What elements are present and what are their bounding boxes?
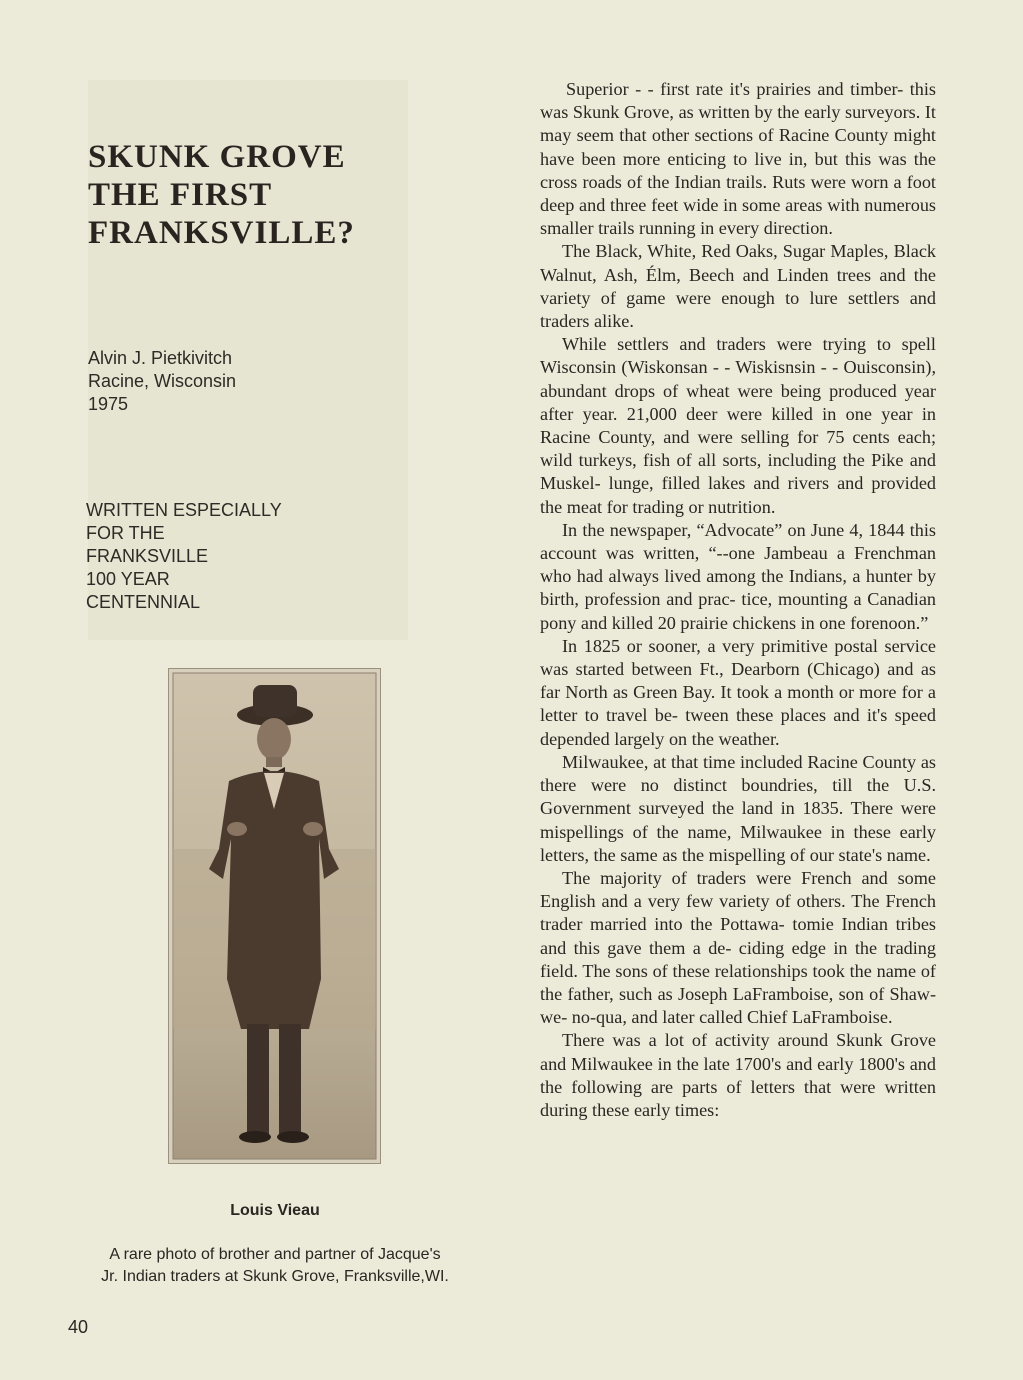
paragraph: While settlers and traders were trying to spell Wisconsin (Wiskonsan - - Wiskisnsin - - Ouisconsin), abundant drops of wheat were being produced year after year. 21,000 deer were killed in one year in Racine County, and were selling for 75 cents each; wild turkeys, fish of all sorts, including the Pike and Muskel- lunge, filled lakes and rivers and provided the meat for trading or nutrition. — [540, 334, 936, 517]
photo-caption — [60, 1244, 490, 1288]
portrait-photo — [168, 668, 381, 1164]
page-number: 40 — [68, 1317, 89, 1337]
paragraph: Milwaukee, at that time included Racine County as there were no distinct boundries, till the U.S. Government surveyed the land in 1835. There were mispellings of the name, Milwaukee in these early letters, the same as the mispelling of our state's name. — [540, 751, 936, 865]
dedication-line: 100 YEAR — [86, 569, 170, 589]
paragraph: The majority of traders were French and some English and a very few variety of others. The French trader married into the Pottawa- tomie Indian tribes and this gave them a de- ciding edge in the trading field. The sons of these relationships took the name of the father, such as Joseph LaFramboise, son of Shaw-we- no-qua, and later called Chief LaFramboise. — [540, 867, 936, 1028]
dedication-line: FOR THE — [86, 523, 165, 543]
dedication-line: FRANKSVILLE — [86, 546, 209, 566]
paragraph: There was a lot of activity around Skunk Grove and Milwaukee in the late 1700's and early 1800's and the following are parts of letters that were written during these early times: — [540, 1030, 936, 1120]
paragraph: In the newspaper, “Advocate” on June 4, 1844 this account was written, “--one Jambeau a Frenchman who had always lived among the Indians, a hunter by birth, profession and prac- tice, mounting a Canadian pony and killed 20 prairie chickens in one forenoon.” — [540, 519, 936, 633]
paragraph: The Black, White, Red Oaks, Sugar Maples, Black Walnut, Ash, Élm, Beech and Linden trees and the variety of game were enough to lure settlers and traders alike. — [540, 241, 936, 332]
author-location: Racine, Wisconsin — [88, 371, 237, 391]
caption-line: A rare photo of brother and partner of Jacque's — [109, 1246, 441, 1263]
paragraph: In 1825 or sooner, a very primitive postal service was started between Ft., Dearborn (Chicago) and as far North as Green Bay. It took a month or more for a letter to travel be- tween these places and it's speed depended largely on the weather. — [540, 635, 936, 749]
title-line: SKUNK GROVE — [88, 139, 346, 175]
dedication-line: CENTENNIAL — [86, 592, 201, 612]
author-name: Alvin J. Pietkivitch — [88, 348, 233, 368]
title-line: FRANKSVILLE? — [88, 215, 355, 251]
author-year: 1975 — [88, 394, 129, 414]
article-body — [540, 78, 936, 1122]
photo-caption-title: Louis Vieau — [230, 1202, 320, 1219]
portrait-illustration — [169, 669, 380, 1163]
article-title — [88, 138, 408, 252]
paragraph: Superior - - first rate it's prairies and timber- this was Skunk Grove, as written by the early surveyors. It may seem that other sections of Racine County might have been more enticing to live in, but this was the cross roads of the Indian trails. Ruts were worn a foot deep and three feet wide in some areas with numerous smaller trails running in every direction. — [540, 79, 936, 239]
title-line: THE FIRST — [88, 177, 273, 213]
author-block — [88, 347, 388, 416]
dedication-line: WRITTEN ESPECIALLY — [86, 500, 282, 520]
caption-line: Jr. Indian traders at Skunk Grove, Franksville,WI. — [101, 1268, 449, 1285]
dedication-block — [86, 499, 406, 614]
